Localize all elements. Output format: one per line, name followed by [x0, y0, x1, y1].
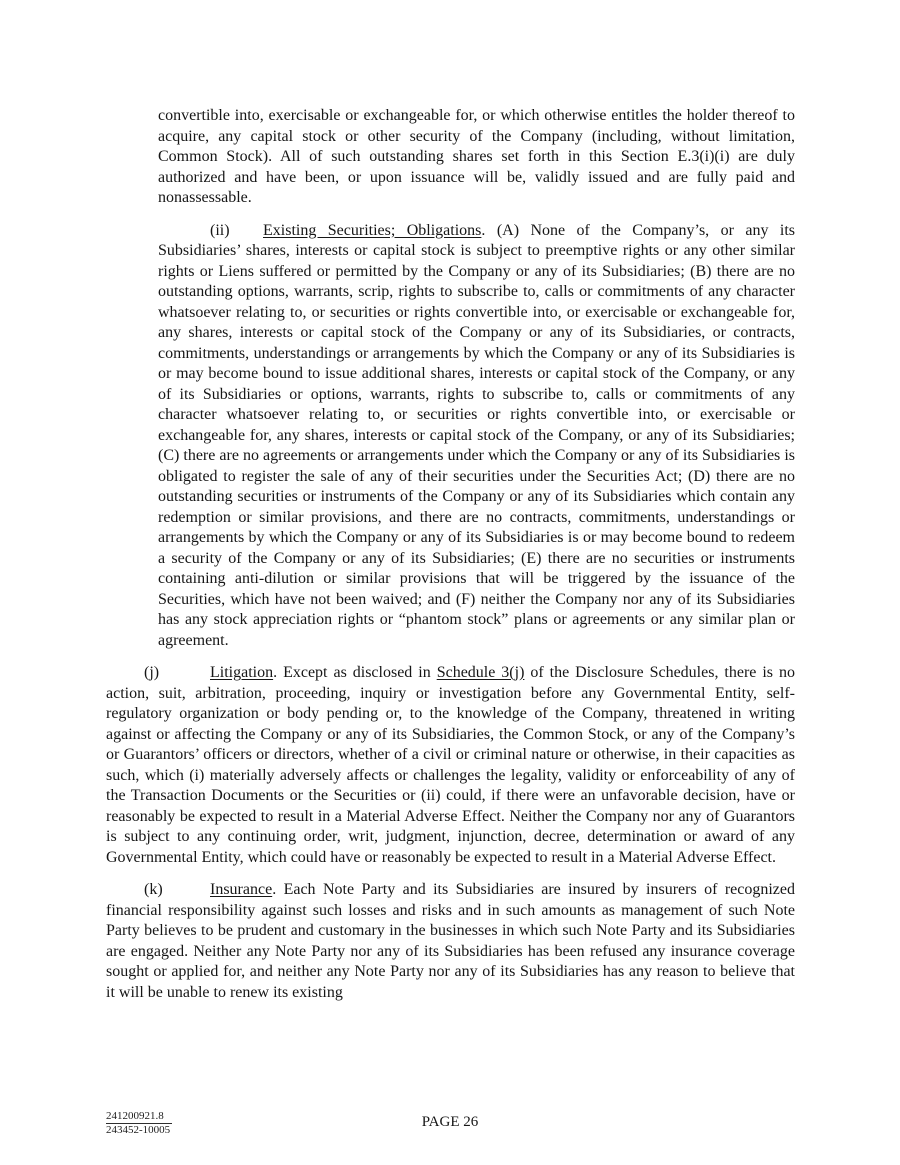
section-heading: Existing Securities; Obligations [263, 221, 482, 239]
document-id-line2: 243452-10005 [106, 1124, 171, 1136]
section-heading: Insurance [210, 881, 273, 898]
section-label: (j) [144, 664, 160, 681]
paragraph-text: . (A) None of the Company’s, or any its Subsidiaries’ shares, interests or capital stock is subject to preemptive rights or any other similar rights or Liens suffered or permitted by the Company or any of its Subsidiaries; (B) there are no outstanding options, warrants, scrip, rights to subscribe to, calls or commitments of any character whatsoever relating to, or securities or rights convertible into, or exercisable or exchangeable for, any shares, interests or capital stock of the Company or any of its Subsidiaries, or contracts, commitments, understandings or arrangements by which the Company or any of its Subsidiaries is or may become bound to issue additional shares, interests or capital stock of the Company, or any of its Subsidiaries or options, warrants, rights to subscribe to, calls or commitments of any character whatsoever relating to, or securities or rights convertible into, or exercisable or exchangeable for, any shares, interests or capital stock of the Company, or any of its Subsidiaries; (C) there are no agreements or arrangements under which the Company or any of its Subsidiaries is obligated to register the sale of any of their securities under the Securities Act; (D) there are no outstanding securities or instruments of the Company or any of its Subsidiaries which contain any redemption or similar provisions, and there are no contracts, commitments, understandings or arrangements by which the Company or any of its Subsidiaries is or may become bound to redeem a security of the Company or any of its Subsidiaries; (E) there are no securities or instruments containing anti-dilution or similar provisions that will be triggered by the issuance of the Securities, which have not been waived; and (F) neither the Company nor any of its Subsidiaries has any stock appreciation rights or “phantom stock” plans or agreements or any similar plan or agreement. [158, 221, 795, 649]
paragraph-continuation [158, 106, 795, 209]
paragraph-ii [158, 221, 795, 652]
paragraph-text: of the Disclosure Schedules, there is no action, suit, arbitration, proceeding, inquiry or investigation before any Governmental Entity, self-regulatory organization or body pending or, to the knowledge of the Company, threatened in writing against or affecting the Company or any of its Subsidiaries, the Common Stock, or any of the Company’s or Guarantors’ officers or directors, whether of a civil or criminal nature or otherwise, in their capacities as such, which (i) materially adversely affects or challenges the legality, validity or enforceability of any of the Transaction Documents or the Securities or (ii) could, if there were an unfavorable decision, have or reasonably be expected to result in a Material Adverse Effect. Neither the Company nor any of Guarantors is subject to any continuing order, writ, judgment, injunction, decree, determination or award of any Governmental Entity, which could have or reasonably be expected to result in a Material Adverse Effect. [106, 664, 795, 866]
schedule-reference: Schedule 3(j) [436, 664, 525, 681]
document-body [106, 106, 795, 1015]
section-heading: Litigation [210, 664, 274, 681]
page-number: PAGE 26 [421, 1114, 479, 1130]
page-footer [0, 1106, 900, 1156]
section-label: (k) [144, 881, 163, 898]
paragraph-text: . Except as disclosed in [273, 664, 437, 681]
section-label: (ii) [210, 221, 230, 239]
paragraph-k [106, 880, 795, 1003]
paragraph-text: . Each Note Party and its Subsidiaries are insured by insurers of recognized financial responsibility against such losses and risks and in such amounts as management of such Note Party believes to be prudent and customary in the businesses in which such Note Party and its Subsidiaries are engaged. Neither any Note Party nor any of its Subsidiaries has been refused any insurance coverage sought or applied for, and neither any Note Party nor any of its Subsidiaries has any reason to believe that it will be unable to renew its existing [106, 881, 795, 1001]
paragraph-text: convertible into, exercisable or exchangeable for, or which otherwise entitles the holder thereof to acquire, any capital stock or other security of the Company (including, without limitation, Common Stock). All of such outstanding shares set forth in this Section E.3(i)(i) are duly authorized and have been, or upon issuance will be, validly issued and are fully paid and nonassessable. [158, 107, 795, 206]
paragraph-j [106, 663, 795, 868]
document-id-line1: 241200921.8 [106, 1110, 172, 1124]
